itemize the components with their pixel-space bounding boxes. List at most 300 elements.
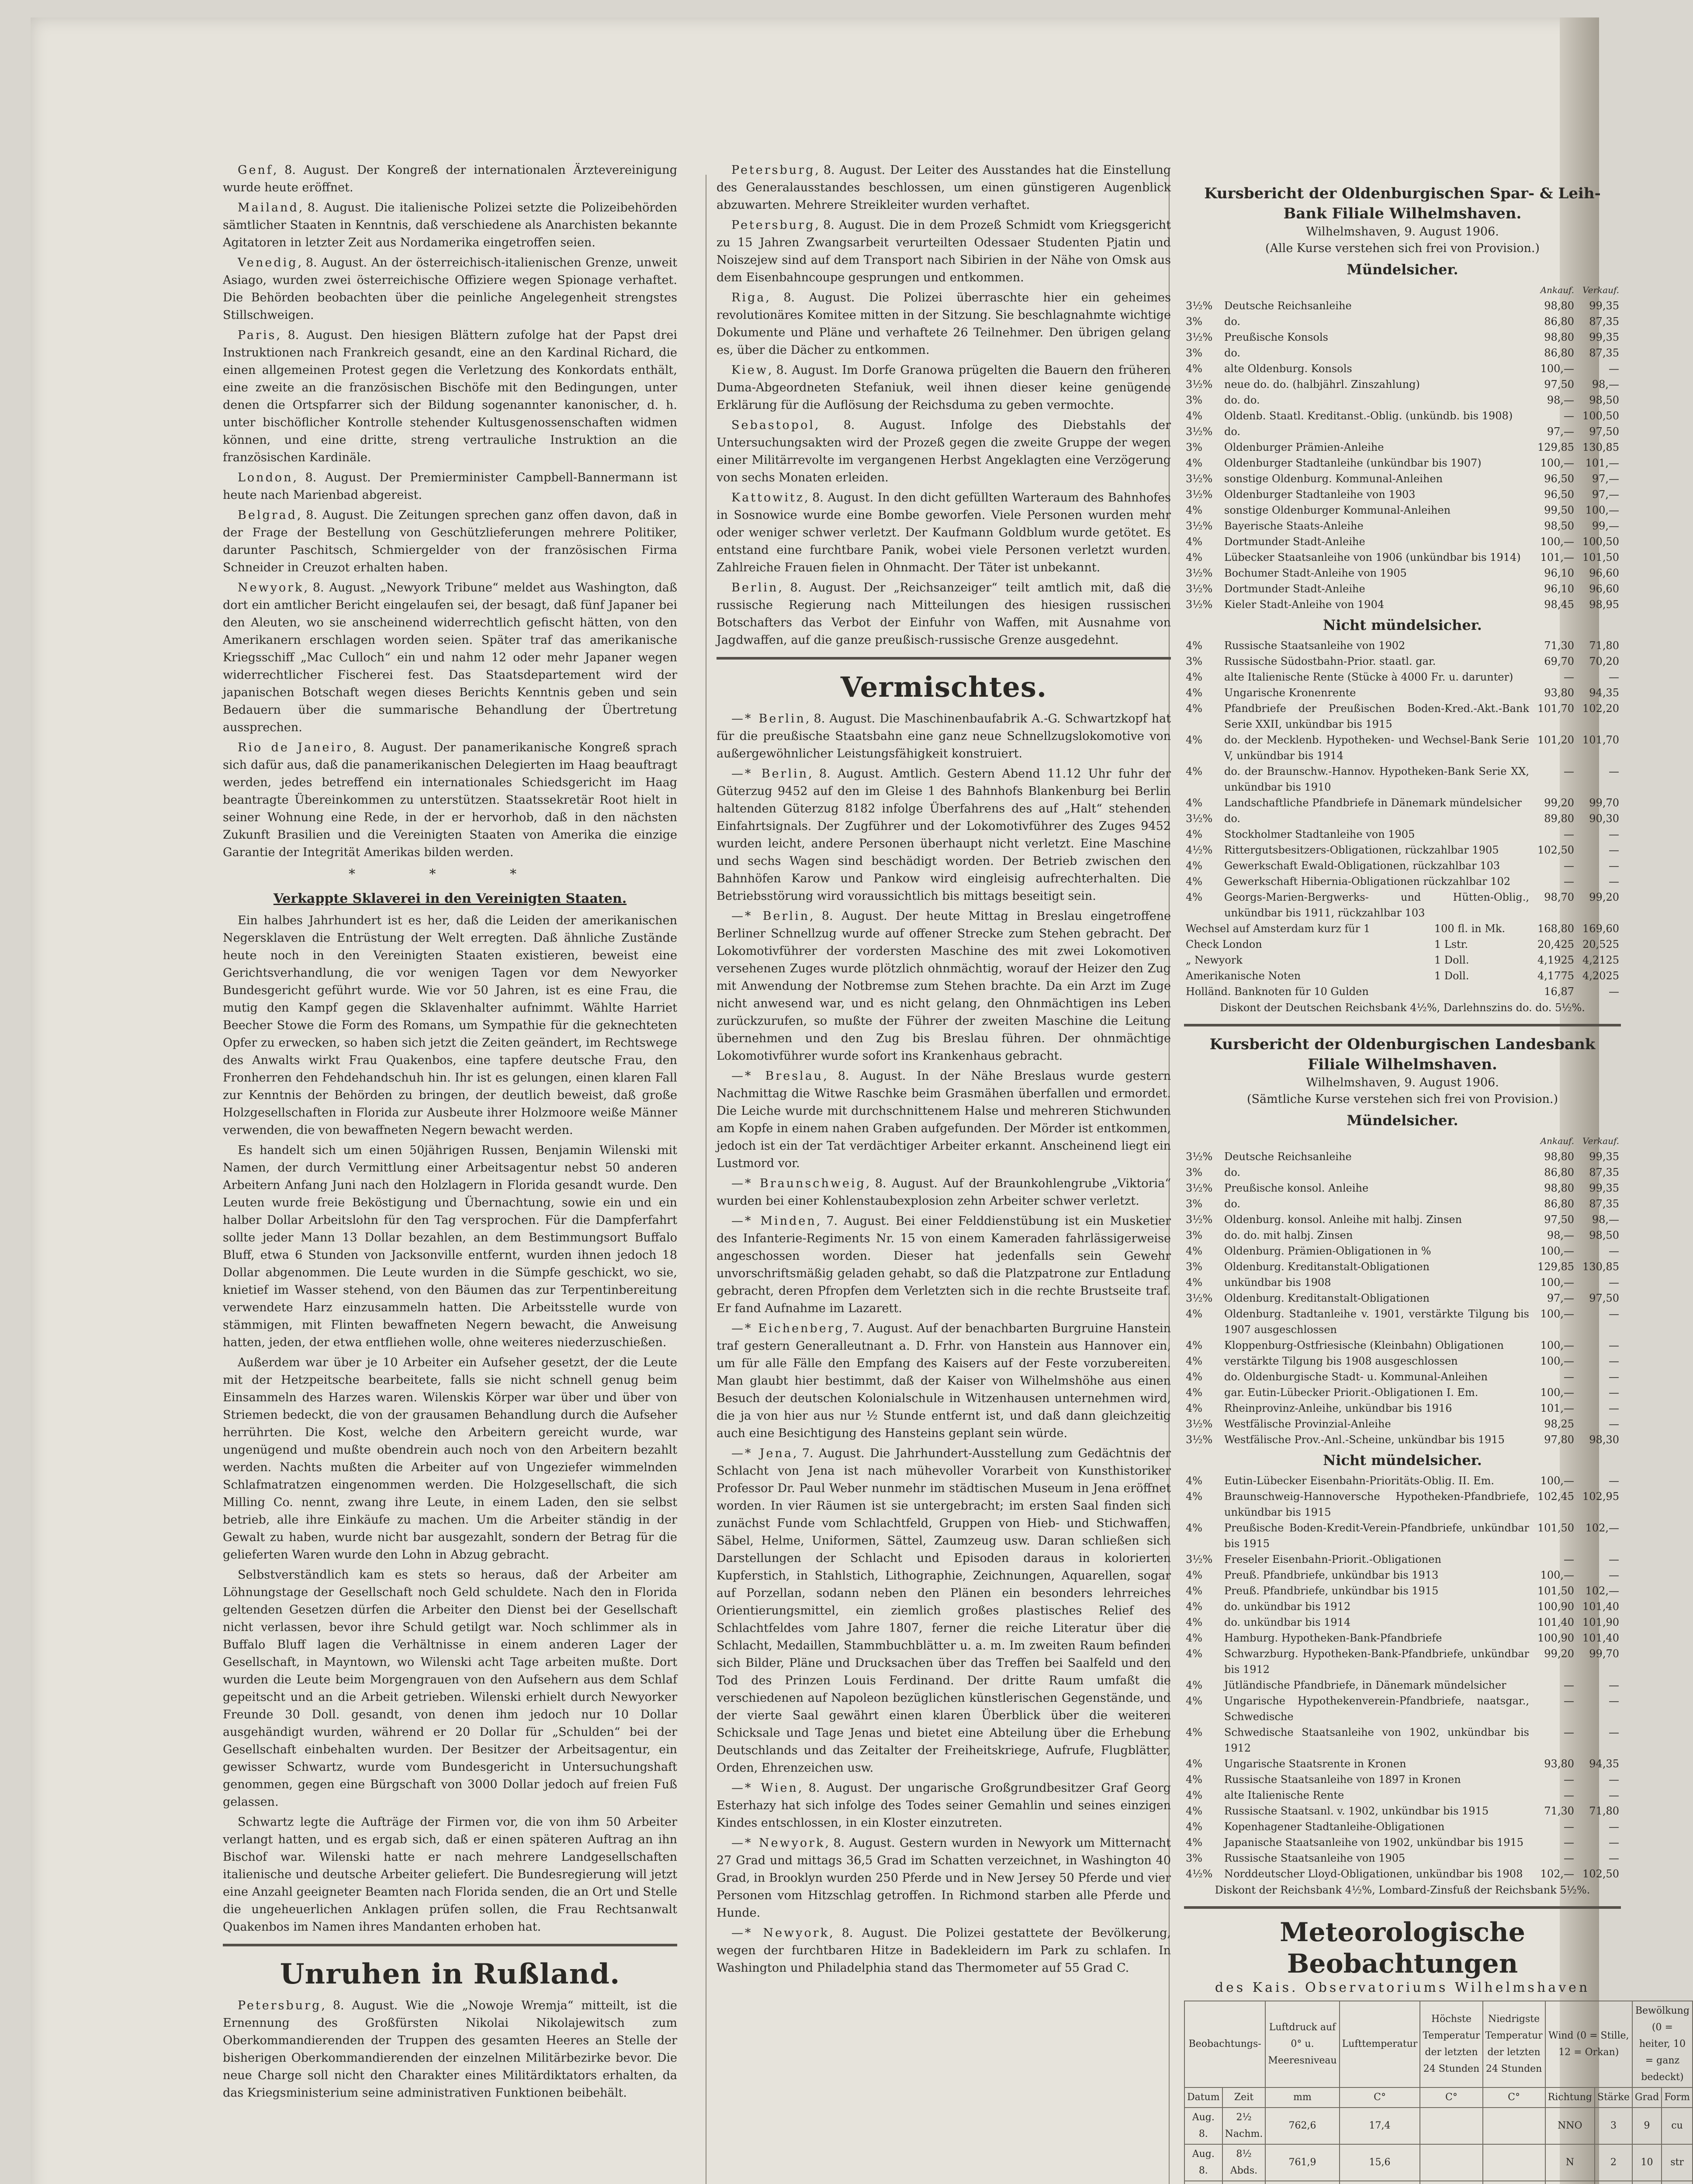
weather-force: 2 — [1595, 2144, 1632, 2181]
sell-price: 101,90 — [1582, 1616, 1619, 1628]
buy-price: 97,80 — [1544, 1434, 1574, 1446]
sell-price: — — [1609, 1402, 1619, 1414]
rate-row — [1184, 1353, 1621, 1369]
rate-row — [1184, 392, 1621, 408]
buy-price: 97,— — [1547, 425, 1574, 438]
rate-row — [1184, 1646, 1621, 1677]
security-name: Kopenhagener Stadtanleihe-Obligationen — [1224, 1821, 1445, 1833]
news-text: Die Polizei überraschte hier ein geheimes revolutionäres Komitee mitten in der Sitzung. Sie beschlagnahmte wichtige Dokumente und Pläne und verhaftete 26 Teilnehmer. Den übrigen gelang es, über die Dächer zu entkommen. — [717, 291, 1171, 357]
buy-price: — — [1564, 410, 1574, 422]
rate-row — [1184, 1803, 1621, 1819]
news-item: —* Berlin, 8. August. Die Maschinenbaufabrik A.-G. Schwartzkopf hat für die preußische Staatsbahn eine ganz neue Schnellzugslokomotive von außergewöhnlicher Leistungsfähigkeit konstruiert. — [717, 712, 1171, 760]
buy-price: 98,— — [1547, 1229, 1574, 1241]
news-date: 8. August. — [833, 1836, 895, 1850]
security-name: Preuß. Pfandbriefe, unkündbar bis 1915 — [1224, 1585, 1439, 1597]
news-date: 8. August. — [776, 363, 838, 377]
security-name: Deutsche Reichsanleihe — [1224, 300, 1352, 312]
sell-price: 100,50 — [1582, 410, 1619, 422]
news-text: Die Maschinenbaufabrik A.-G. Schwartzkopf hat für die preußische Staatsbahn eine ganz neue Schnellzugslokomotive von außergewöhnlicher Leistungsfähigkeit konstruiert. — [717, 712, 1171, 760]
security-name: Schwarzburg. Hypotheken-Bank-Pfandbriefe, unkündbar bis 1912 — [1224, 1648, 1529, 1676]
buy-price: 71,30 — [1544, 639, 1574, 652]
sell-price: — — [1609, 1789, 1619, 1801]
news-item: Petersburg, 8. August. Der Leiter des Ausstandes hat die Einstellung des Generalausstandes beschlossen, um einen günstigeren Augenblick abzuwarten. Mehrere Streikleiter wurden verhaftet. — [717, 163, 1171, 212]
buy-price: — — [1564, 1371, 1574, 1383]
buy-price: 101,20 — [1537, 734, 1574, 746]
sell-price: 4,2125 — [1582, 954, 1619, 966]
rate-percent: 4% — [1186, 1475, 1203, 1487]
sell-price: 99,35 — [1589, 300, 1619, 312]
news-item: Kattowitz, 8. August. In den dicht gefüllten Warteraum des Bahnhofes in Sosnowice wurde eine Bombe geworfen. Viele Personen wurden mehr oder weniger schwer verletzt. Der Kaufmann Goldblum wurde getötet. Es entstand eine furchtbare Panik, wobei viele Personen verletzt wurden. Zahlreiche Frauen fielen in Ohnmacht. Der Täter ist unbekannt. — [717, 491, 1171, 574]
rate-row — [1184, 1552, 1621, 1567]
section-rule — [717, 657, 1171, 660]
rate-row — [1184, 795, 1621, 811]
buy-price: 99,50 — [1544, 504, 1574, 516]
rate-row — [1184, 1306, 1621, 1337]
weather-subheader-cell: mm — [1265, 2087, 1339, 2108]
sell-price: 87,35 — [1589, 315, 1619, 328]
col-label-buy: Ankauf. — [1540, 285, 1574, 295]
rate-percent: 4% — [1186, 1371, 1203, 1383]
rate-percent: 3% — [1186, 1166, 1203, 1178]
rate-row — [1184, 1259, 1621, 1275]
rate-percent: 4% — [1186, 891, 1203, 903]
kursbericht-landesbank — [1184, 1034, 1621, 1898]
rate-row — [1184, 1850, 1621, 1866]
rate-percent: 3½% — [1186, 567, 1213, 579]
buy-price: 86,80 — [1544, 315, 1574, 328]
rate-row — [1184, 549, 1621, 565]
sell-price: — — [1609, 1276, 1619, 1289]
buy-price: 98,50 — [1544, 520, 1574, 532]
weather-temp: 17,4 — [1340, 2108, 1420, 2144]
security-name: Oldenburger Stadtanleihe von 1903 — [1224, 488, 1416, 501]
sell-price: — — [1609, 1836, 1619, 1849]
buy-price: — — [1564, 860, 1574, 872]
sell-price: — — [1609, 1245, 1619, 1257]
weather-row — [1184, 2181, 1693, 2184]
section-title-russland: Unruhen in Rußland. — [280, 1958, 620, 1990]
news-date: 8. August. — [875, 1177, 938, 1190]
column-1 — [223, 162, 677, 2105]
weather-header-cell: Luftdruck auf 0° u. Meeresniveau — [1265, 2001, 1339, 2087]
sell-price: 102,— — [1585, 1585, 1619, 1597]
security-name: Preußische konsol. Anleihe — [1224, 1182, 1369, 1194]
news-text: Den hiesigen Blättern zufolge hat der Papst drei Instruktionen nach Frankreich gesandt, eine an den Kardinal Richard, die einen allgemeinen Protest gegen die Verletzung des Konkordats enthält, eine zweite an die französischen Bischöfe mit den Bedingungen, unter denen die Ortspfarrer sich der Bildung sogenannter kanonischer, d. h. unter bischöflicher Kontrolle stehender Kultusgenossenschaften widmen können, und eine dritte, streng vertrauliche Instruktion an die französischen Kardinäle. — [223, 328, 677, 464]
news-text: Die Polizei gestattete der Bevölkerung, wegen der furchtbaren Hitze in Badekleidern im Park zu schlafen. In Washington und Philadelphia stand das Thermometer auf 55 Grad C. — [717, 1926, 1171, 1975]
news-place: —* Breslau — [731, 1069, 824, 1083]
news-text: Die Jahrhundert-Ausstellung zum Gedächtnis der Schlacht von Jena ist nach mühevoller Vorarbeit von Kunsthistoriker Professor Dr. Paul Weber nunmehr im städtischen Museum in Jena eröffnet worden. In vier Räumen ist sie untergebracht; im ersten Saal finden sich zunächst Funde vom Schlachtfeld, Gruppen von Hieb- und Stichwaffen, Säbel, Helme, Uniformen, Sättel, Zaumzeug usw. Daran schließen sich Darstellungen der Schlacht und Episoden daraus in kolorierten Kupferstich, in Stahlstich, Lithographie, Zeichnungen, Aquarellen, sogar auf Porzellan, sodann neben den Plänen ein besonders lehrreiches Orientierungsmittel, ein ziemlich großes plastisches Relief des Schlachtfeldes vom Jahre 1807, ferner die reiche Literatur über die Schlacht, Medaillen, Stammbuchblätter u. a. m. Im zweiten Raum befinden sich Bilder, Pläne und Drucksachen über das Treffen bei Saalfeld und den Tod des Prinzen Louis Ferdinand. Der dritte Raum umfaßt die verschiedenen auf Napoleon bezüglichen künstlerischen Gegenstände, und der vierte Saal gewährt einen klaren Überblick über die weiteren Schicksale und Tage Jenas und bietet eine Abteilung über die Erhebung Deutschlands und das Zeitalter der Freiheitskriege, Aufrufe, Flugblätter, Orden, Ehrenzeichen usw. — [717, 1447, 1171, 1775]
buy-price: 98,80 — [1544, 331, 1574, 343]
buy-price: 96,10 — [1544, 567, 1574, 579]
rate-row — [1184, 1520, 1621, 1552]
sell-price: 130,85 — [1582, 441, 1619, 453]
news-list — [717, 162, 1171, 649]
sell-price: — — [1609, 1308, 1619, 1320]
sell-price: 100,— — [1585, 504, 1619, 516]
weather-date: Aug. 8. — [1184, 2108, 1222, 2144]
security-name: Braunschweig-Hannoversche Hypotheken-Pfandbriefe, unkündbar bis 1915 — [1224, 1490, 1529, 1518]
security-name: Eutin-Lübecker Eisenbahn-Prioritäts-Oblig. II. Em. — [1224, 1475, 1495, 1487]
buy-price: — — [1564, 1773, 1574, 1786]
sell-price: 96,60 — [1589, 567, 1619, 579]
sell-price: — — [1609, 1371, 1619, 1383]
newspaper-page — [31, 17, 1690, 2184]
sell-price: — — [1609, 1339, 1619, 1351]
news-text: Der Kongreß der internationalen Ärztevereinigung wurde heute eröffnet. — [223, 163, 677, 194]
rate-percent: 4% — [1186, 1355, 1203, 1367]
rate-percent: 4% — [1186, 860, 1203, 872]
rate-row — [1184, 1180, 1621, 1196]
sell-price: — — [1609, 1569, 1619, 1581]
security-name: Gewerkschaft Hibernia-Obligationen rückzahlbar 102 — [1224, 875, 1511, 888]
rate-row — [1184, 1614, 1621, 1630]
news-date: 8. August. — [287, 328, 353, 342]
rate-row — [1184, 858, 1621, 874]
rate-row — [1184, 361, 1621, 377]
fx-label: „ Newyork — [1186, 954, 1243, 966]
buy-price: — — [1564, 1836, 1574, 1849]
news-item: Newyork, 8. August. „Newyork Tribune“ meldet aus Washington, daß dort ein amtlicher Bericht eingelaufen sei, der besagt, daß fünf Japaner bei den Aleuten, wo sie anscheinend widerrechtlich gefischt hätten, von den Amerikanern erschlagen worden seien. Später traf das amerikanische Kriegsschiff „Mac Culloch“ ein und nahm 12 oder mehr Japaner wegen widerrechtlicher Fischerei fest. Das Staatsdepartement wird der japanischen Botschaft wegen dieses Berichts Kenntnis geben und sein Bedauern über die summarische Behandlung der Übertretung aussprechen. — [223, 581, 677, 734]
weather-header-cell: Beobachtungs- — [1184, 2001, 1265, 2087]
sell-price: 102,20 — [1582, 702, 1619, 715]
article-paragraph: Selbstverständlich kam es stets so heraus, daß der Arbeiter am Löhnungstage der Gesellschaft noch Geld schuldete. Nach den in Florida geltenden Gesetzen dürfen die Arbeiter den Dienst bei der Gesellschaft nicht verlassen, bevor ihre Schuld getilgt war. Noch schlimmer als in Buffalo Bluff lagen die Verhältnisse in einem anderen Lager der Gesellschaft, in Mayntown, wo Wilenski acht Tage arbeiten mußte. Dort wurden die Leute beim Morgengrauen von den Aufsehern aus dem Schlaf gepeitscht und an die Arbeit getrieben. Wilenski erhielt durch Newyorker Freunde 30 Doll. gesandt, von denen ihm jedoch nur 10 Dollar ausgehändigt wurden, während er 20 Dollar für „Schulden“ bei der Gesellschaft einbehalten wurden. Der Besitzer der Arbeitsagentur, ein gewisser Schwartz, wurde vom Bundesgericht in Untersuchungshaft genommen, gegen eine Bürgschaft von 3000 Dollar jedoch auf freien Fuß gelassen. — [223, 1568, 677, 1809]
weather-subheader-cell: Form — [1662, 2087, 1693, 2108]
security-name: do. der Mecklenb. Hypotheken- und Wechsel-Bank Serie V, unkündbar bis 1914 — [1224, 734, 1529, 762]
security-name: Oldenb. Staatl. Kreditanst.-Oblig. (unkündb. bis 1908) — [1224, 410, 1513, 422]
weather-time — [1222, 2181, 1266, 2184]
rate-percent: 4% — [1186, 734, 1203, 746]
rate-row — [1184, 1400, 1621, 1416]
news-item: Venedig, 8. August. An der österreichisch-italienischen Grenze, unweit Asiago, wurden zwei österreichische Offiziere wegen Spionage verhaftet. Die Behörden beobachten über die peinliche Angelegenheit strengstes Stillschweigen. — [223, 256, 677, 322]
rates-column-header — [1184, 282, 1621, 298]
sell-price: 96,60 — [1589, 583, 1619, 595]
sell-price: 99,35 — [1589, 1151, 1619, 1163]
buy-price: 98,80 — [1544, 300, 1574, 312]
security-name: do. — [1224, 812, 1241, 825]
sell-price: — — [1609, 828, 1619, 840]
buy-price: 100,90 — [1537, 1632, 1574, 1644]
provision-note: (Sämtliche Kurse verstehen sich frei von Provision.) — [1246, 1092, 1558, 1106]
rate-percent: 3% — [1186, 1261, 1203, 1273]
sell-price: — — [1609, 1695, 1619, 1707]
rate-row — [1184, 1772, 1621, 1787]
sell-price: 97,— — [1592, 488, 1619, 501]
rate-row — [1184, 1149, 1621, 1165]
buy-price: 86,80 — [1544, 347, 1574, 359]
rate-percent: 3½% — [1186, 520, 1213, 532]
security-name: do. Oldenburgische Stadt- u. Kommunal-Anleihen — [1224, 1371, 1488, 1383]
security-name: sonstige Oldenburger Kommunal-Anleihen — [1224, 504, 1451, 516]
weather-header-cell: Höchste Temperatur der letzten 24 Stunden — [1420, 2001, 1482, 2087]
sell-price: — — [1609, 1726, 1619, 1738]
rate-row — [1184, 502, 1621, 518]
sell-price: 71,80 — [1589, 639, 1619, 652]
buy-price: 96,50 — [1544, 473, 1574, 485]
buy-price: 97,50 — [1544, 378, 1574, 390]
security-name: Preuß. Pfandbriefe, unkündbar bis 1913 — [1224, 1569, 1439, 1581]
news-place: Petersburg — [731, 163, 815, 177]
security-name: Dortmunder Stadt-Anleihe — [1224, 536, 1365, 548]
rates-column-header — [1184, 1133, 1621, 1149]
buy-price: 100,— — [1540, 1475, 1574, 1487]
news-item: —* Berlin, 8. August. Amtlich. Gestern Abend 11.12 Uhr fuhr der Güterzug 9452 auf den im Gleise 1 des Bahnhofs Blankenburg bei Berlin haltenden Güterzug 8182 infolge Überfahrens des auf „Halt“ stehenden Einfahrtsignals. Der Zugführer und der Lokomotivführer des Zuges 9452 wurden leicht, andere Personen überhaupt nicht verletzt. Eine Maschine und sechs Wagen sind beschädigt worden. Der Betrieb zwischen den Bahnhöfen Karow und Pankow wird eingleisig aufrechterhalten. Die Betriebsstörung wird voraussichtlich bis mittags beseitigt sein. — [717, 767, 1171, 903]
buy-price: 99,20 — [1544, 1648, 1574, 1660]
sell-price: 99,20 — [1589, 891, 1619, 903]
rate-percent: 4% — [1186, 828, 1203, 840]
buy-price: 100,— — [1540, 1276, 1574, 1289]
article-paragraph: Es handelt sich um einen 50jährigen Russen, Benjamin Wilenski mit Namen, der durch Vermittlung einer Arbeitsagentur nebst 50 anderen Arbeitern Anfang Juni nach den Holzlagern in Florida gesandt wurde. Den Leuten wurde freie Beköstigung und Übernachtung, sowie ein und ein halber Dollar Arbeitslohn für den Tag versprochen. Für die Dampferfahrt sollte jeder Mann 13 Dollar bezahlen, an dem Bestimmungsort Buffalo Bluff, etwa 6 Stunden von Jacksonville entfernt, wurden ihnen jedoch 18 Dollar abgenommen. Die Leute wurden in die Sümpfe geschickt, wo sie, knietief im Wasser stehend, von den Bäumen das zur Terpentinbereitung verwendete Harz einzusammeln hatten. Die Arbeitsstelle wurde von stämmigen, mit Flinten bewaffneten Negern bewacht, die Anweisung hatten, jeden, der etwa entfliehen wolle, ohne weiteres niederzuschießen. — [223, 1144, 677, 1349]
buy-price: 101,40 — [1537, 1616, 1574, 1628]
news-text: Die italienische Polizei setzte die Polizeibehörden sämtlicher Staaten in Kenntnis, daß verschiedene als Anarchisten bekannte Agitatoren in letzter Zeit aus Nordamerika eingetroffen seien. — [223, 201, 677, 249]
security-name: Norddeutscher Lloyd-Obligationen, unkündbar bis 1908 — [1224, 1868, 1523, 1880]
sell-price: — — [1609, 985, 1619, 998]
rate-percent: 4% — [1186, 1339, 1203, 1351]
security-name: unkündbar bis 1908 — [1224, 1276, 1331, 1289]
rate-percent: 3½% — [1186, 425, 1213, 438]
security-name: Ungarische Staatsrente in Kronen — [1224, 1758, 1406, 1770]
sell-price: 101,40 — [1582, 1600, 1619, 1613]
news-date: 8. August. — [306, 508, 368, 522]
weather-row — [1184, 2144, 1693, 2181]
rates-table — [1184, 1473, 1621, 1882]
weather-subheader-cell: C° — [1483, 2087, 1545, 2108]
security-name: Freseler Eisenbahn-Priorit.-Obligationen — [1224, 1553, 1441, 1565]
rate-row — [1184, 889, 1621, 921]
rate-percent: 4% — [1186, 1490, 1203, 1503]
news-text: Gestern wurden in Newyork um Mitternacht 27 Grad und mittags 36,5 Grad im Schatten verzeichnet, in Washington 40 Grad, in Brooklyn wurden 250 Pferde und in New Jersey 50 Pferde und vier Personen vom Hitzschlag getroffen. In Richmond starben alle Pferde und Hunde. — [717, 1836, 1171, 1920]
weather-min — [1483, 2108, 1545, 2144]
news-text: Im Dorfe Granowa prügelten die Bauern den früheren Duma-Abgeordneten Stefaniuk, weil ihnen dieser keine genügende Erklärung für die Auflösung der Reichsduma zu geben vermochte. — [717, 363, 1171, 412]
rate-percent: 4% — [1186, 551, 1203, 563]
rate-percent: 4% — [1186, 1386, 1203, 1399]
news-item: —* Wien, 8. August. Der ungarische Großgrundbesitzer Graf Georg Esterhazy hat sich infolge des Todes seiner Gemahlin und seines einzigen Kindes entschlossen, in ein Kloster einzutreten. — [717, 1781, 1171, 1830]
news-place: —* Jena — [731, 1447, 793, 1460]
weather-form — [1662, 2181, 1693, 2184]
sell-price: — — [1609, 363, 1619, 375]
news-item: —* Minden, 7. August. Bei einer Felddienstübung ist ein Musketier des Infanterie-Regiments Nr. 15 von einem Kameraden fahrlässigerweise angeschossen worden. Dieser hat jedenfalls sein Gewehr unvorschriftsmäßig geladen gehabt, so daß die Platzpatrone zur Entladung gebracht, deren Pfropfen dem Verletzten sich in die rechte Brustseite traf. Er fand Aufnahme im Lazarett. — [717, 1214, 1171, 1315]
rate-row — [1184, 826, 1621, 842]
fx-row — [1184, 921, 1621, 936]
security-name: do. — [1224, 1198, 1241, 1210]
weather-subheader-cell: Stärke — [1595, 2087, 1632, 2108]
news-date: 7. August. — [826, 1214, 890, 1228]
sell-price: 4,2025 — [1582, 970, 1619, 982]
news-place: Mailand — [238, 201, 299, 214]
security-name: Ungarische Hypothekenverein-Pfandbriefe, naatsgar., Schwedische — [1224, 1695, 1529, 1723]
security-name: do. der Braunschw.-Hannov. Hypotheken-Bank Serie XX, unkündbar bis 1910 — [1224, 765, 1529, 793]
sell-price: — — [1609, 1553, 1619, 1565]
rate-row — [1184, 638, 1621, 653]
rates-table — [1184, 1133, 1621, 1448]
buy-price: 129,85 — [1537, 441, 1574, 453]
buy-price: — — [1564, 765, 1574, 778]
weather-pressure: 762,6 — [1265, 2108, 1339, 2144]
buy-price: — — [1564, 1789, 1574, 1801]
news-text: Infolge des Diebstahls der Untersuchungsakten wird der Prozeß gegen die zweite Gruppe der wegen einer Militärrevolte im vergangenen Herbst Angeklagten eine Verzögerung von sechs Monaten erleiden. — [717, 418, 1171, 484]
sell-price: 101,70 — [1582, 734, 1619, 746]
news-date: 8. August. — [819, 767, 883, 781]
security-name: Bayerische Staats-Anleihe — [1224, 520, 1364, 532]
news-date: 8. August. — [312, 581, 375, 594]
news-item: —* Newyork, 8. August. Gestern wurden in Newyork um Mitternacht 27 Grad und mittags 36,5 Grad im Schatten verzeichnet, in Washington 40 Grad, in Brooklyn wurden 250 Pferde und in New Jersey 50 Pferde und vier Personen vom Hitzschlag getroffen. In Richmond starben alle Pferde und Hunde. — [717, 1836, 1171, 1920]
sell-price: 97,50 — [1589, 425, 1619, 438]
rate-row — [1184, 487, 1621, 502]
security-name: verstärkte Tilgung bis 1908 ausgeschlossen — [1224, 1355, 1458, 1367]
rate-percent: 4% — [1186, 536, 1203, 548]
sell-price: 71,80 — [1589, 1805, 1619, 1817]
sell-price: 102,— — [1585, 1522, 1619, 1534]
rate-percent: 3% — [1186, 441, 1203, 453]
spacer-cell — [1184, 1133, 1222, 1149]
security-name: Westfälische Provinzial-Anleihe — [1224, 1418, 1391, 1430]
security-name: Russische Staatsanleihe von 1897 in Kronen — [1224, 1773, 1461, 1786]
section-rule — [223, 1944, 677, 1946]
rate-percent: 4% — [1186, 1276, 1203, 1289]
rate-row — [1184, 1787, 1621, 1803]
buy-price: 100,— — [1540, 457, 1574, 469]
russland-list — [223, 1997, 677, 2102]
rate-percent: 4% — [1186, 1522, 1203, 1534]
news-text: Die in dem Prozeß Schmidt vom Kriegsgericht zu 15 Jahren Zwangsarbeit verurteilten Odessaer Studenten Pjatin und Noiszejew sind auf dem Transport nach Sibirien in der Nähe von Omsk aus dem Eisenbahncoupe gesprungen und entkommen. — [717, 218, 1171, 284]
security-name: Jütländische Pfandbriefe, in Dänemark mündelsicher — [1224, 1679, 1506, 1691]
sell-price: 99,35 — [1589, 331, 1619, 343]
rate-row — [1184, 1489, 1621, 1520]
weather-temp: 15,6 — [1340, 2144, 1420, 2181]
fx-label: Amerikanische Noten — [1186, 970, 1301, 982]
buy-price: — — [1564, 875, 1574, 888]
spacer-cell — [1222, 1133, 1531, 1149]
rate-percent: 4% — [1186, 1632, 1203, 1644]
weather-subheader-cell: Datum — [1184, 2087, 1222, 2108]
sell-price: 70,20 — [1589, 655, 1619, 667]
news-place: —* Berlin — [731, 712, 806, 726]
head-nicht-muendelsicher: Nicht mündelsicher. — [1323, 617, 1482, 633]
security-name: Westfälische Prov.-Anl.-Scheine, unkündbar bis 1915 — [1224, 1434, 1505, 1446]
news-item: Genf, 8. August. Der Kongreß der internationalen Ärztevereinigung wurde heute eröffnet. — [223, 163, 677, 194]
buy-price: 93,80 — [1544, 1758, 1574, 1770]
buy-price: — — [1564, 1852, 1574, 1864]
news-date: 8. August. — [305, 471, 371, 484]
rate-row — [1184, 1196, 1621, 1212]
buy-price: 98,70 — [1544, 891, 1574, 903]
news-item: —* Breslau, 8. August. In der Nähe Breslaus wurde gestern Nachmittag die Witwe Raschke beim Grasmähen überfallen und ermordet. Die Leiche wurde mit durchschnittenem Halse und mehreren Stichwunden am Kopfe in einem nahen Graben aufgefunden. Der Mörder ist entkommen, jedoch ist ein der Tat verdächtiger Arbeiter erkannt. Anscheinend liegt ein Lustmord vor. — [717, 1069, 1171, 1170]
sell-price: 87,35 — [1589, 347, 1619, 359]
rate-row — [1184, 669, 1621, 685]
rate-percent: 3½% — [1186, 598, 1213, 611]
rate-percent: 4% — [1186, 504, 1203, 516]
rate-row — [1184, 408, 1621, 424]
rate-row — [1184, 455, 1621, 471]
buy-price: 102,45 — [1537, 1490, 1574, 1503]
buy-price: 100,— — [1540, 1569, 1574, 1581]
buy-price: 98,— — [1547, 394, 1574, 406]
rate-percent: 4% — [1186, 363, 1203, 375]
news-item: Kiew, 8. August. Im Dorfe Granowa prügelten die Bauern den früheren Duma-Abgeordneten Stefaniuk, weil ihnen dieser keine genügende Erklärung für die Auflösung der Reichsduma zu geben vermochte. — [717, 363, 1171, 412]
weather-subheader-cell: C° — [1340, 2087, 1420, 2108]
security-name: Oldenburg. Kreditanstalt-Obligationen — [1224, 1261, 1430, 1273]
provision-note: (Alle Kurse verstehen sich frei von Provision.) — [1265, 242, 1540, 255]
rate-row — [1184, 653, 1621, 669]
sell-price: 101,50 — [1582, 551, 1619, 563]
buy-price: — — [1564, 1726, 1574, 1738]
col-label-sell: Verkauf. — [1582, 285, 1619, 295]
rates-table — [1184, 638, 1621, 921]
rate-percent: 4% — [1186, 1308, 1203, 1320]
news-text: An der österreichisch-italienischen Grenze, unweit Asiago, wurden zwei österreichische Offiziere wegen Spionage verhaftet. Die Behörden beobachten über die peinliche Angelegenheit strengstes Stillschweigen. — [223, 256, 677, 322]
sell-price: 90,30 — [1589, 812, 1619, 825]
rate-percent: 3½% — [1186, 1292, 1213, 1304]
sell-price: 97,— — [1592, 473, 1619, 485]
rate-percent: 4% — [1186, 1789, 1203, 1801]
rate-percent: 4% — [1186, 1805, 1203, 1817]
sell-price: 98,— — [1592, 1213, 1619, 1226]
buy-price: 100,— — [1540, 1339, 1574, 1351]
buy-price: 100,— — [1540, 1308, 1574, 1320]
col-label-buy: Ankauf. — [1540, 1136, 1574, 1146]
buy-price: 20,425 — [1537, 938, 1574, 950]
sell-price: — — [1609, 1852, 1619, 1864]
security-name: Kieler Stadt-Anleihe von 1904 — [1224, 598, 1385, 611]
rate-row — [1184, 314, 1621, 329]
rate-percent: 4% — [1186, 1679, 1203, 1691]
buy-price: 100,— — [1540, 1245, 1574, 1257]
dateline: Wilhelmshaven, 9. August 1906. — [1306, 225, 1499, 238]
weather-row — [1184, 2108, 1693, 2144]
news-item: Sebastopol, 8. August. Infolge des Diebstahls der Untersuchungsakten wird der Prozeß gegen die zweite Gruppe der wegen einer Militärrevolte im vergangenen Herbst Angeklagten eine Verzögerung von sechs Monaten erleiden. — [717, 418, 1171, 484]
sell-price: 94,35 — [1589, 1758, 1619, 1770]
fx-label: Wechsel auf Amsterdam kurz für 1 — [1186, 923, 1371, 935]
weather-header-cell: Bewölkung (0 = heiter, 10 = ganz bedeckt) — [1632, 2001, 1693, 2087]
head-muendelsicher: Mündelsicher. — [1347, 261, 1458, 278]
rate-percent: 4% — [1186, 410, 1203, 422]
rate-percent: 3% — [1186, 347, 1203, 359]
security-name: alte Italienische Rente (Stücke à 4000 Fr. u. darunter) — [1224, 671, 1513, 683]
rates-table — [1184, 282, 1621, 612]
separator-stars: * * * — [348, 867, 552, 882]
sell-price: 98,50 — [1589, 394, 1619, 406]
buy-price: 98,80 — [1544, 1151, 1574, 1163]
buy-price: 101,— — [1540, 551, 1574, 563]
security-name: do. — [1224, 1166, 1241, 1178]
rate-percent: 3½% — [1186, 583, 1213, 595]
security-name: Russische Staatsanleihe von 1902 — [1224, 639, 1406, 652]
fx-footer: Diskont der Deutschen Reichsbank 4½%, Darlehnszins do. do. 5½%. — [1220, 1002, 1585, 1014]
article-paragraph: Außerdem war über je 10 Arbeiter ein Aufseher gesetzt, der die Leute mit der Hetzpeitsche bearbeitete, falls sie nicht schnell genug beim Einsammeln des Harzes waren. Wilenskis Körper war über und über von Striemen bedeckt, die von der grausamen Behandlung durch die Aufseher herrührten. Die Kost, welche den Arbeitern gereicht wurde, war ungenügend und mußte obendrein auch noch von den Arbeitern bezahlt werden. Nachts mußten die Arbeiter auf von Ungeziefer wimmelnden Schlafmatratzen eingenommen werden. Die Holzgesellschaft, die sich Milling Co. nennt, zwang ihre Leute, in einem Laden, den sie selbst betrieb, alle ihre Einkäufe zu machen. Um die Arbeiter ständig in der Gewalt zu haben, wurde nicht bar ausgezahlt, sondern der Betrag für die gelieferten Waren wurde den Lohn in Abzug gebracht. — [223, 1356, 677, 1562]
sell-price: 87,35 — [1589, 1198, 1619, 1210]
news-item: Berlin, 8. August. Der „Reichsanzeiger“ teilt amtlich mit, daß die russische Regierung nach Mitteilungen des hiesigen russischen Botschafters das Verbot der Einfuhr von Waffen, mit Ausnahme von Jagdwaffen, auf die ganze preußisch-russische Grenze ausgedehnt. — [717, 581, 1171, 647]
security-name: Preußische Konsols — [1224, 331, 1328, 343]
rate-row — [1184, 1835, 1621, 1850]
weather-min — [1483, 2181, 1545, 2184]
rate-percent: 3½% — [1186, 300, 1213, 312]
sell-price: — — [1609, 1475, 1619, 1487]
rate-row — [1184, 1385, 1621, 1400]
security-name: Ungarische Kronenrente — [1224, 687, 1356, 699]
rate-percent: 4% — [1186, 765, 1203, 778]
security-name: do. do. — [1224, 394, 1260, 406]
rate-row — [1184, 534, 1621, 549]
news-date: 8. August. — [307, 201, 370, 214]
rate-percent: 4% — [1186, 1402, 1203, 1414]
weather-header-cell: Wind (0 = Stille, 12 = Orkan) — [1545, 2001, 1632, 2087]
rate-row — [1184, 1583, 1621, 1599]
buy-price: 101,50 — [1537, 1522, 1574, 1534]
weather-header-top — [1184, 2001, 1693, 2087]
buy-price: 93,80 — [1544, 687, 1574, 699]
weather-dir: NNO — [1545, 2108, 1595, 2144]
fx-row — [1184, 968, 1621, 984]
article-paragraph: Schwartz legte die Aufträge der Firmen vor, die von ihm 50 Arbeiter verlangt hatten, und es ergab sich, daß er einen späteren Auftrag an ihn Bischof war. Wilenski hatte er nach mehrere Landgesellschaften italienische und deutsche Arbeiter geliefert. Die Bundesregierung will jetzt eine Anzahl geeigneter Beamten nach Florida senden, die an Ort und Stelle die ungeheuerlichen Anklagen prüfen sollen, die Frau Rechtsanwalt Quakenbos im Namen ihres Mandanten erhoben hat. — [223, 1815, 677, 1934]
